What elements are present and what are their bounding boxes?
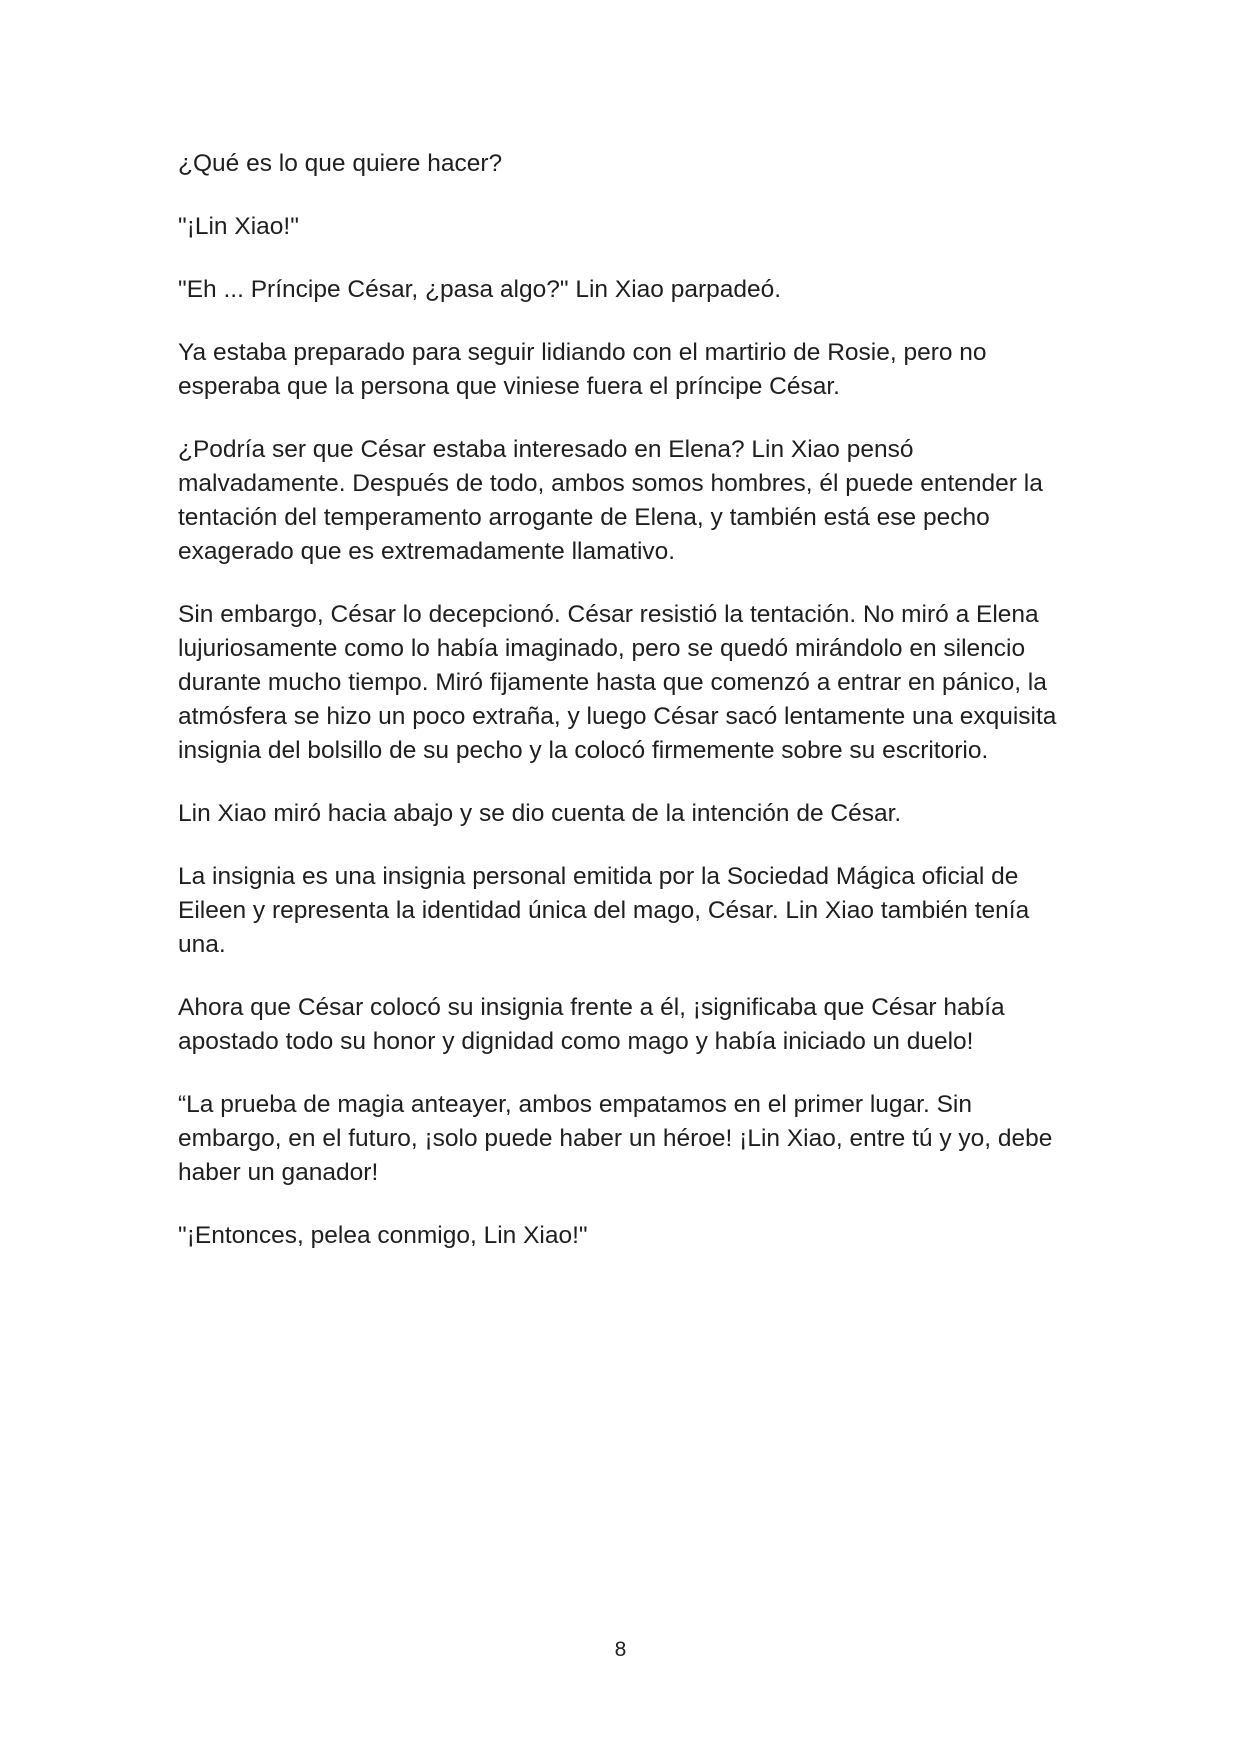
- paragraph: Ya estaba preparado para seguir lidiando con el martirio de Rosie, pero no esperaba que la persona que viniese fuera el príncipe César.: [178, 339, 987, 400]
- paragraph: "¡Lin Xiao!": [178, 213, 299, 240]
- paragraph: “La prueba de magia anteayer, ambos empatamos en el primer lugar. Sin embargo, en el futuro, ¡solo puede haber un héroe! ¡Lin Xiao, entre tú y yo, debe haber un ganador!: [178, 1091, 1053, 1186]
- paragraph: Ahora que César colocó su insignia frente a él, ¡significaba que César había apostado todo su honor y dignidad como mago y había iniciado un duelo!: [178, 994, 1005, 1055]
- paragraph: Sin embargo, César lo decepcionó. César resistió la tentación. No miró a Elena lujuriosamente como lo había imaginado, pero se quedó mirándolo en silencio durante mucho tiempo. Miró fijamente hasta que comenzó a entrar en pánico, la atmósfera se hizo un poco extraña, y luego César sacó lentamente una exquisita insignia del bolsillo de su pecho y la colocó firmemente sobre su escritorio.: [178, 601, 1057, 764]
- paragraph: La insignia es una insignia personal emitida por la Sociedad Mágica oficial de Eileen y representa la identidad única del mago, César. Lin Xiao también tenía una.: [178, 863, 1030, 958]
- page-number: 8: [614, 1638, 627, 1661]
- paragraph: Lin Xiao miró hacia abajo y se dio cuenta de la intención de César.: [178, 800, 902, 827]
- paragraph: "Eh ... Príncipe César, ¿pasa algo?" Lin Xiao parpadeó.: [178, 276, 782, 303]
- paragraph: ¿Qué es lo que quiere hacer?: [178, 150, 503, 177]
- paragraph: "¡Entonces, pelea conmigo, Lin Xiao!": [178, 1222, 588, 1249]
- paragraph: ¿Podría ser que César estaba interesado en Elena? Lin Xiao pensó malvadamente. Después de todo, ambos somos hombres, él puede entender la tentación del temperamento arrogante de Elena, y también está ese pecho exagerado que es extremadamente llamativo.: [178, 436, 1043, 565]
- page-body: [178, 147, 1078, 1282]
